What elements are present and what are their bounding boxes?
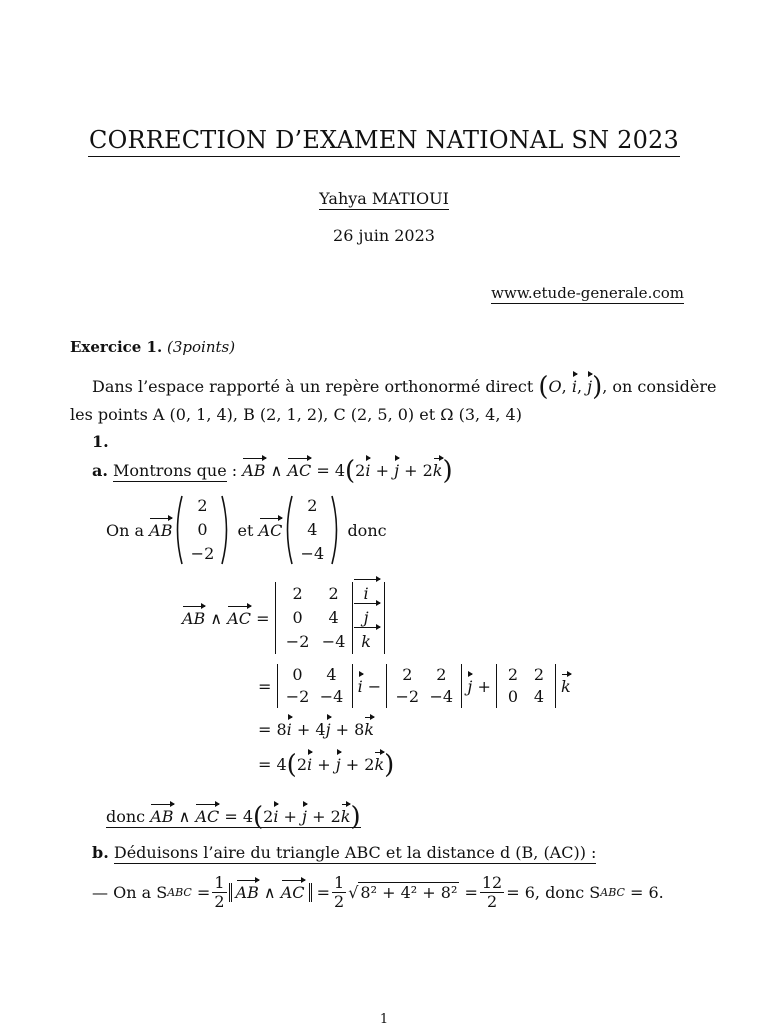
result-line-2: = 4(2i + j + 2k) (258, 750, 395, 780)
document-date: 26 juin 2023 (333, 226, 435, 245)
conclusion-a: donc AB ∧ AC = 4(2i + j + 2k) (106, 802, 361, 832)
result-line-1: = 8i + 4j + 8k (258, 720, 374, 739)
exercise-heading: Exercice 1. (3points) (70, 338, 236, 356)
question-1-label: 1. (92, 432, 109, 451)
exercise-intro-line1: Dans l’espace rapporté à un repère orthonormé direct (O, i, j), on considère (92, 372, 717, 402)
cross-product-determinant: AB ∧ AC = 2 2 i 0 4 j −2 −4 k (182, 582, 385, 654)
page-title: CORRECTION D’EXAMEN NATIONAL SN 2023 (0, 126, 768, 154)
question-b: b. Déduisons l’aire du triangle ABC et la distance d (B, (AC)) : (92, 843, 597, 862)
author-name: Yahya MATIOUI (319, 189, 449, 208)
left-paren-icon (282, 494, 294, 566)
vectors-line: On a AB 2 0 −2 et AC 2 4 −4 donc (106, 494, 387, 566)
right-paren-icon (220, 494, 232, 566)
area-computation: — On a S ABC = $\frac{1}{2}$ AB ∧ AC = $\frac{1}{2}$ √ 8² + 4² + 8² = $\frac{12}{2}$ = 6, donc S ABC = 6. (92, 872, 664, 911)
exercise-intro-line2: les points A (0, 1, 4), B (2, 1, 2), C (2, 5, 0) et Ω (3, 4, 4) (70, 405, 522, 424)
website-link[interactable]: www.etude-generale.com (491, 284, 684, 302)
question-a: a. Montrons que : AB ∧ AC = 4(2i + j + 2k) (92, 456, 453, 486)
right-paren-icon (330, 494, 342, 566)
left-paren-icon (172, 494, 184, 566)
page-number: 1 (379, 1012, 389, 1027)
determinant-expansion: = 0 4 −2 −4 i − 2 2 −2 −4 j + 2 2 0 4 k (258, 665, 571, 706)
